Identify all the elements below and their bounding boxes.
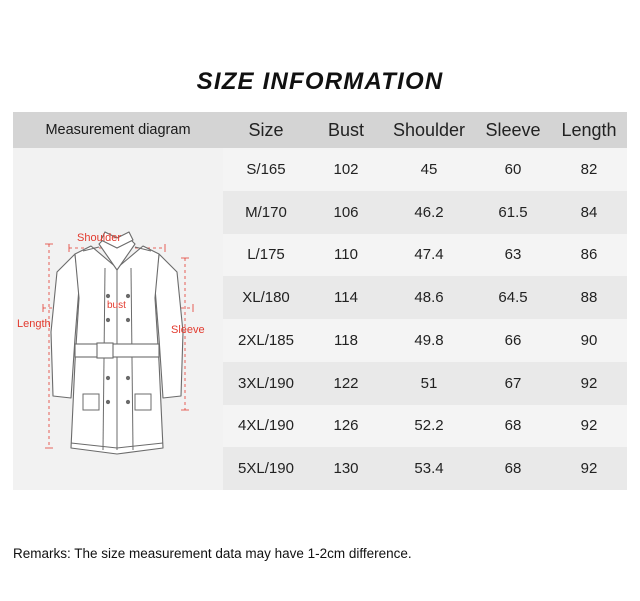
cell-size: 4XL/190 — [223, 405, 309, 448]
cell-sleeve: 64.5 — [475, 276, 551, 319]
cell-length: 92 — [551, 405, 627, 448]
cell-size: XL/180 — [223, 276, 309, 319]
cell-length: 92 — [551, 447, 627, 490]
diagram-label-shoulder: Shoulder — [77, 232, 122, 244]
cell-sleeve: 66 — [475, 319, 551, 362]
table-row — [13, 148, 627, 191]
cell-shoulder: 49.8 — [383, 319, 475, 362]
cell-shoulder: 45 — [383, 148, 475, 191]
cell-sleeve: 67 — [475, 362, 551, 405]
cell-bust: 110 — [309, 234, 383, 277]
cell-bust: 130 — [309, 447, 383, 490]
column-header-shoulder: Shoulder — [383, 112, 475, 148]
cell-shoulder: 47.4 — [383, 234, 475, 277]
cell-size: 2XL/185 — [223, 319, 309, 362]
cell-length: 86 — [551, 234, 627, 277]
cell-size: 5XL/190 — [223, 447, 309, 490]
cell-length: 84 — [551, 191, 627, 234]
cell-bust: 102 — [309, 148, 383, 191]
cell-length: 92 — [551, 362, 627, 405]
cell-shoulder: 53.4 — [383, 447, 475, 490]
cell-sleeve: 61.5 — [475, 191, 551, 234]
cell-size: L/175 — [223, 234, 309, 277]
cell-bust: 118 — [309, 319, 383, 362]
cell-shoulder: 48.6 — [383, 276, 475, 319]
column-header-diagram: Measurement diagram — [13, 112, 223, 148]
column-header-bust: Bust — [309, 112, 383, 148]
cell-length: 82 — [551, 148, 627, 191]
diagram-label-bust: bust — [107, 300, 126, 311]
measurement-diagram-cell — [13, 148, 223, 490]
cell-sleeve: 60 — [475, 148, 551, 191]
cell-shoulder: 46.2 — [383, 191, 475, 234]
table-header-row — [13, 112, 627, 148]
cell-bust: 106 — [309, 191, 383, 234]
cell-size: 3XL/190 — [223, 362, 309, 405]
page-title: SIZE INFORMATION — [196, 68, 444, 95]
column-header-size: Size — [223, 112, 309, 148]
cell-sleeve: 68 — [475, 447, 551, 490]
measurement-diagram — [13, 148, 223, 490]
size-table-wrapper — [13, 112, 627, 490]
column-header-sleeve: Sleeve — [475, 112, 551, 148]
cell-shoulder: 51 — [383, 362, 475, 405]
cell-length: 90 — [551, 319, 627, 362]
cell-bust: 122 — [309, 362, 383, 405]
cell-size: M/170 — [223, 191, 309, 234]
size-table — [13, 112, 627, 490]
cell-bust: 114 — [309, 276, 383, 319]
column-header-length: Length — [551, 112, 627, 148]
diagram-label-length: Length — [17, 318, 51, 330]
cell-size: S/165 — [223, 148, 309, 191]
cell-sleeve: 63 — [475, 234, 551, 277]
cell-bust: 126 — [309, 405, 383, 448]
cell-sleeve: 68 — [475, 405, 551, 448]
cell-length: 88 — [551, 276, 627, 319]
diagram-label-sleeve: Sleeve — [171, 324, 205, 336]
remarks-text: Remarks: The size measurement data may have 1-2cm difference. — [13, 546, 412, 561]
cell-shoulder: 52.2 — [383, 405, 475, 448]
